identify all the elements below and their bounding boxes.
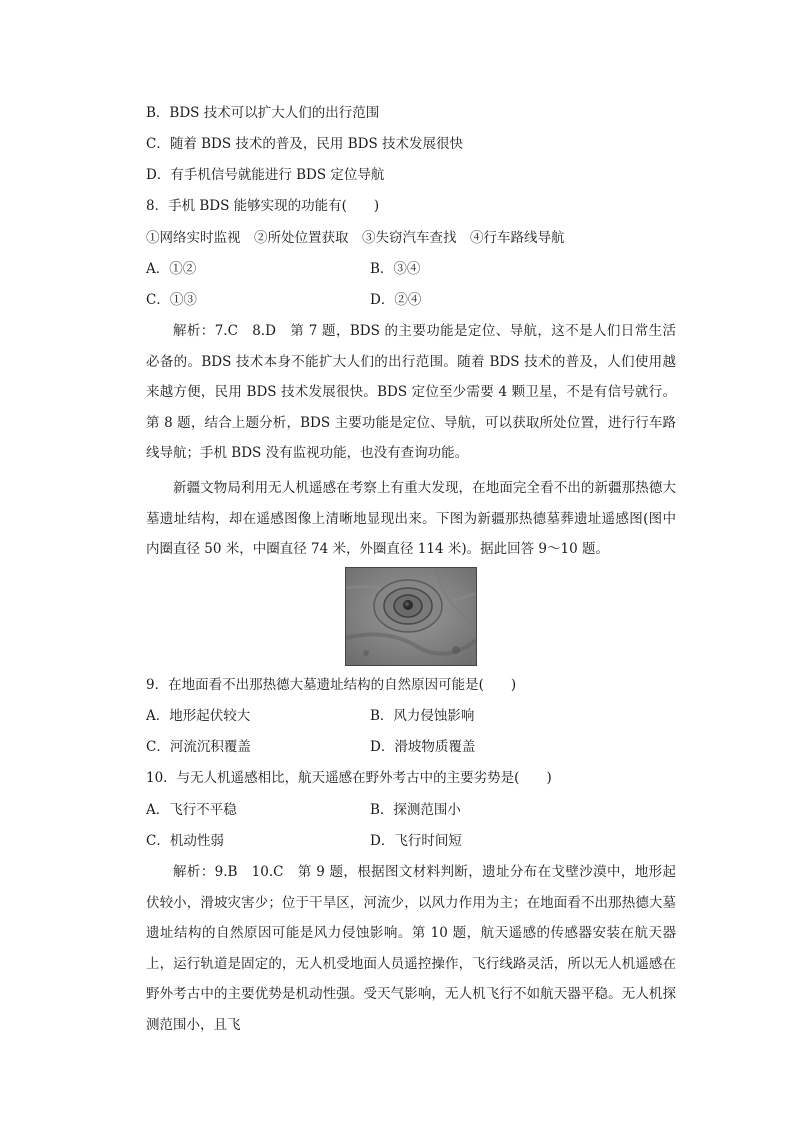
q10-options-row-2 bbox=[146, 831, 646, 851]
q8-option-b: B．③④ bbox=[370, 261, 421, 277]
q9-stem: 9．在地面看不出那热德大墓遗址结构的自然原因可能是( ) bbox=[146, 677, 517, 693]
q10-option-a: A．飞行不平稳 bbox=[146, 802, 237, 818]
q9-option-a: A．地形起伏较大 bbox=[146, 708, 251, 724]
intro-9-10: 新疆文物局利用无人机遥感在考察上有重大发现，在地面完全看不出的新疆那热德大墓遗址结构，却在遥感图像上清晰地显现出来。下图为新疆那热德墓葬遗址遥感图(图中内圈直径 50 米，中圈直径 74 米，外圈直径 114 米)。据此回答 9～10 题。 bbox=[146, 480, 676, 557]
q8-option-a: A．①② bbox=[146, 261, 197, 277]
q10-option-c: C．机动性弱 bbox=[146, 833, 224, 849]
q8-options-row-2 bbox=[146, 290, 646, 310]
q8-option-c: C．①③ bbox=[146, 292, 197, 308]
q10-stem: 10．与无人机遥感相比，航天遥感在野外考古中的主要劣势是( ) bbox=[146, 770, 552, 786]
q10-option-b: B．探测范围小 bbox=[370, 802, 461, 818]
q8-options-row-1 bbox=[146, 259, 646, 279]
q10-option-d: D．飞行时间短 bbox=[370, 833, 462, 849]
q8-option-d: D．②④ bbox=[370, 292, 422, 308]
q9-options-row-2 bbox=[146, 737, 646, 757]
q7-option-b: B．BDS 技术可以扩大人们的出行范围 bbox=[146, 105, 380, 121]
q8-items: ①网络实时监视 ②所处位置获取 ③失窃汽车查找 ④行车路线导航 bbox=[146, 230, 565, 246]
q7-option-c: C．随着 BDS 技术的普及，民用 BDS 技术发展很快 bbox=[146, 136, 463, 152]
analysis-9-10: 解析：9.B 10.C 第 9 题，根据图文材料判断，遗址分布在戈壁沙漠中，地形起伏较小，滑坡灾害少；位于干旱区，河流少，以风力作用为主；在地面看不出那热德大墓遗址结构的自然原因可能是风力侵蚀影响。第 10 题，航天遥感的传感器安装在航天器上，运行轨道是固定的，无人机受地面人员遥控操作，飞行线路灵活，所以无人机遥感在野外考古中的主要优势是机动性强。受天气影响，无人机飞行不如航天器平稳。无人机探测范围小，且飞 bbox=[146, 864, 676, 1033]
analysis-7-8: 解析：7.C 8.D 第 7 题，BDS 的主要功能是定位、导航，这不是人们日常生活必备的。BDS 技术本身不能扩大人们的出行范围。随着 BDS 技术的普及，人们使用越来越方便，民用 BDS 技术发展很快。BDS 定位至少需要 4 颗卫星，不是有信号就行。第 8 题，结合上题分析，BDS 主要功能是定位、导航，可以获取所处位置，进行行车路线导航；手机 BDS 没有监视功能，也没有查询功能。 bbox=[146, 323, 676, 461]
q8-stem: 8．手机 BDS 能够实现的功能有( ) bbox=[146, 198, 380, 214]
q9-option-d: D．滑坡物质覆盖 bbox=[370, 739, 476, 755]
remote-sensing-image bbox=[345, 567, 477, 666]
q10-options-row-1 bbox=[146, 800, 646, 820]
q9-options-row-1 bbox=[146, 706, 646, 726]
q9-option-c: C．河流沉积覆盖 bbox=[146, 739, 251, 755]
q7-option-d: D．有手机信号就能进行 BDS 定位导航 bbox=[146, 167, 385, 183]
q9-option-b: B．风力侵蚀影响 bbox=[370, 708, 475, 724]
